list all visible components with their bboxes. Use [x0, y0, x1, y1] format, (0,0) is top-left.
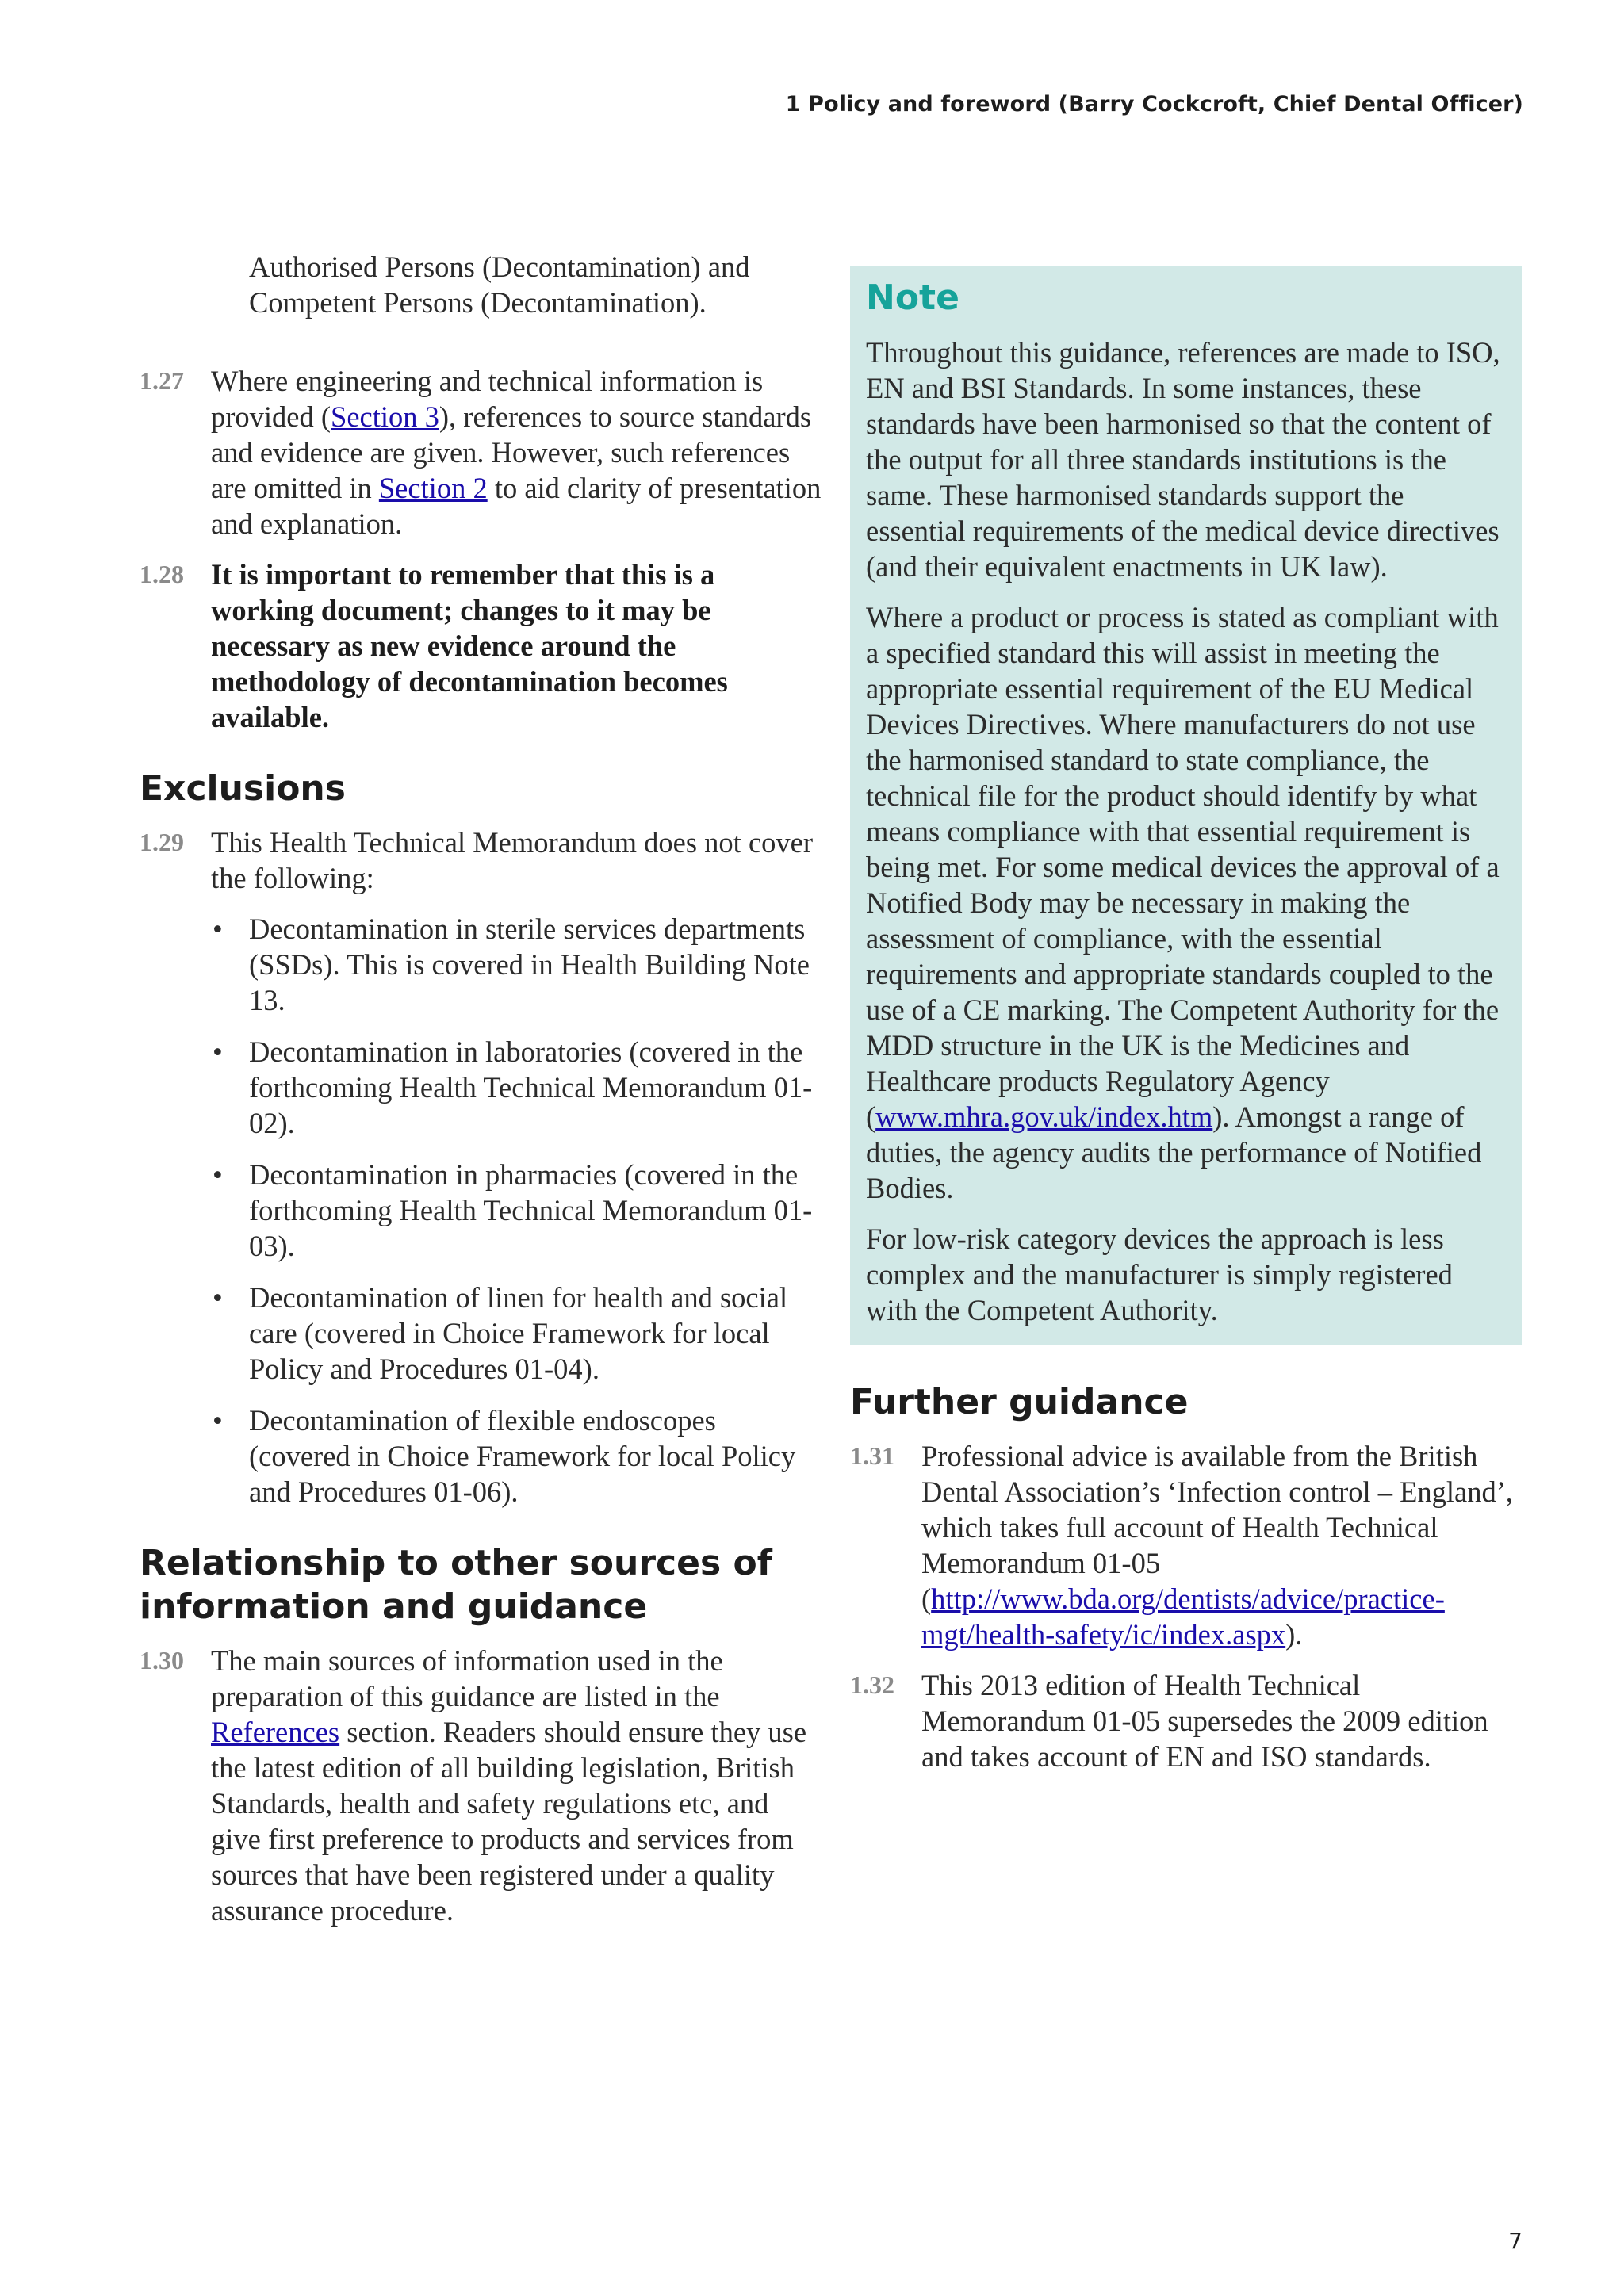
relationship-heading — [140, 1541, 822, 1628]
paragraph-number: 1.29 — [140, 828, 184, 856]
list-item — [213, 911, 822, 1018]
bullet-icon: • — [213, 1158, 223, 1191]
list-item-text: Decontamination in pharmacies (covered in the forthcoming Health Technical Memorandum 01-03). — [249, 1158, 813, 1262]
further-guidance-heading: Further guidance — [850, 1382, 1189, 1422]
exclusions-list — [140, 911, 822, 1510]
heading-line: Relationship to other sources of — [140, 1543, 772, 1583]
text-run: section. Readers should ensure they use the latest edition of all building legislation, British Standards, health and safety regulations etc, and give first preference to products and services from sources that have been registered under a quality assurance procedure. — [211, 1716, 807, 1927]
note-box — [850, 266, 1522, 1345]
exclusions-heading: Exclusions — [140, 768, 346, 809]
bullet-icon: • — [213, 1035, 223, 1068]
section-3-link[interactable]: Section 3 — [331, 400, 439, 433]
list-item-text: Decontamination in laboratories (covered in the forthcoming Health Technical Memorandum 01-02). — [249, 1035, 813, 1139]
paragraph-text — [211, 365, 821, 540]
right-column — [850, 266, 1522, 1789]
list-item-text: Decontamination of linen for health and social care (covered in Choice Framework for local Policy and Procedures 01-04). — [249, 1281, 788, 1385]
text-run: Where engineering and technical information is provided ( — [211, 365, 764, 433]
note-title: Note — [866, 277, 959, 318]
mhra-link[interactable]: www.mhra.gov.uk/index.htm — [875, 1100, 1213, 1133]
bda-link[interactable]: http://www.bda.org/dentists/advice/practice-mgt/health-safety/ic/index.aspx — [921, 1582, 1445, 1651]
bullet-icon: • — [213, 1281, 223, 1314]
page-number: 7 — [1508, 2228, 1522, 2254]
bullet-icon: • — [213, 913, 223, 945]
text-run: Professional advice is available from the British Dental Association’s ‘Infection control – England’, which takes full account of Health Technical Memorandum 01-05 ( — [921, 1440, 1514, 1615]
paragraph-1-32 — [850, 1667, 1522, 1774]
paragraph-1-29 — [140, 825, 822, 896]
paragraph-number: 1.30 — [140, 1646, 184, 1674]
note-paragraph: For low-risk category devices the approach is less complex and the manufacturer is simply registered with the Competent Authority. — [866, 1223, 1453, 1326]
note-paragraph — [866, 599, 1507, 1206]
paragraph-text: It is important to remember that this is a working document; changes to it may be necessary as new evidence around the methodology of decontamination becomes available. — [211, 558, 728, 733]
paragraph-1-31 — [850, 1438, 1522, 1652]
list-item — [213, 1280, 822, 1387]
continuation-text: Authorised Persons (Decontamination) and Competent Persons (Decontamination). — [249, 251, 750, 319]
heading-line: information and guidance — [140, 1586, 648, 1627]
list-item — [213, 1402, 822, 1510]
paragraph-number: 1.28 — [140, 560, 184, 588]
list-item — [213, 1157, 822, 1264]
note-paragraph: Throughout this guidance, references are made to ISO, EN and BSI Standards. In some instances, these standards have been harmonised so that the content of the output for all three standards institutions is the same. These harmonised standards support the essential requirements of the medical device directives (and their equivalent enactments in UK law). — [866, 336, 1500, 583]
paragraph-text: This 2013 edition of Health Technical Memorandum 01-05 supersedes the 2009 edition and takes account of EN and ISO standards. — [921, 1669, 1488, 1773]
text-run: ), references to source standards and evidence are given. However, such references are omitted in — [211, 400, 812, 504]
paragraph-1-28 — [140, 557, 822, 735]
paragraph-number: 1.32 — [850, 1670, 894, 1699]
paragraph-text: This Health Technical Memorandum does not cover the following: — [211, 826, 813, 894]
list-item-text: Decontamination of flexible endoscopes (covered in Choice Framework for local Policy and Procedures 01-06). — [249, 1404, 796, 1508]
text-run: The main sources of information used in the preparation of this guidance are listed in the — [211, 1644, 723, 1712]
section-2-link[interactable]: Section 2 — [378, 472, 488, 504]
paragraph-number: 1.27 — [140, 366, 184, 395]
paragraph-1-27 — [140, 363, 822, 541]
list-item — [213, 1034, 822, 1141]
bullet-icon: • — [213, 1404, 223, 1437]
text-run: ). — [1285, 1618, 1303, 1651]
running-header: 1 Policy and foreword (Barry Cockcroft, Chief Dental Officer) — [785, 92, 1523, 117]
left-column — [140, 249, 822, 1943]
paragraph-number: 1.31 — [850, 1441, 894, 1470]
paragraph-text — [921, 1440, 1513, 1651]
paragraph-text — [211, 1644, 806, 1927]
text-run: Where a product or process is stated as compliant with a specified standard this will assist in meeting the appropriate essential requirement of the EU Medical Devices Directives. Where manufacturers do not use the harmonised standard to state compliance, the technical file for the product should identify by what means compliance with that essential requirement is being met. For some medical devices the approval of a Notified Body may be necessary in making the assessment of compliance, with the essential requirements and appropriate standards coupled to the use of a CE marking. The Competent Authority for the MDD structure in the UK is the Medicines and Healthcare products Regulatory Agency ( — [866, 601, 1500, 1133]
list-item-text: Decontamination in sterile services departments (SSDs). This is covered in Health Building Note 13. — [249, 913, 810, 1016]
text-run: to aid clarity of presentation and explanation. — [211, 472, 822, 540]
paragraph-1-30 — [140, 1643, 822, 1928]
references-link[interactable]: References — [211, 1716, 340, 1748]
text-run: ). Amongst a range of duties, the agency audits the performance of Notified Bodies. — [866, 1100, 1482, 1204]
